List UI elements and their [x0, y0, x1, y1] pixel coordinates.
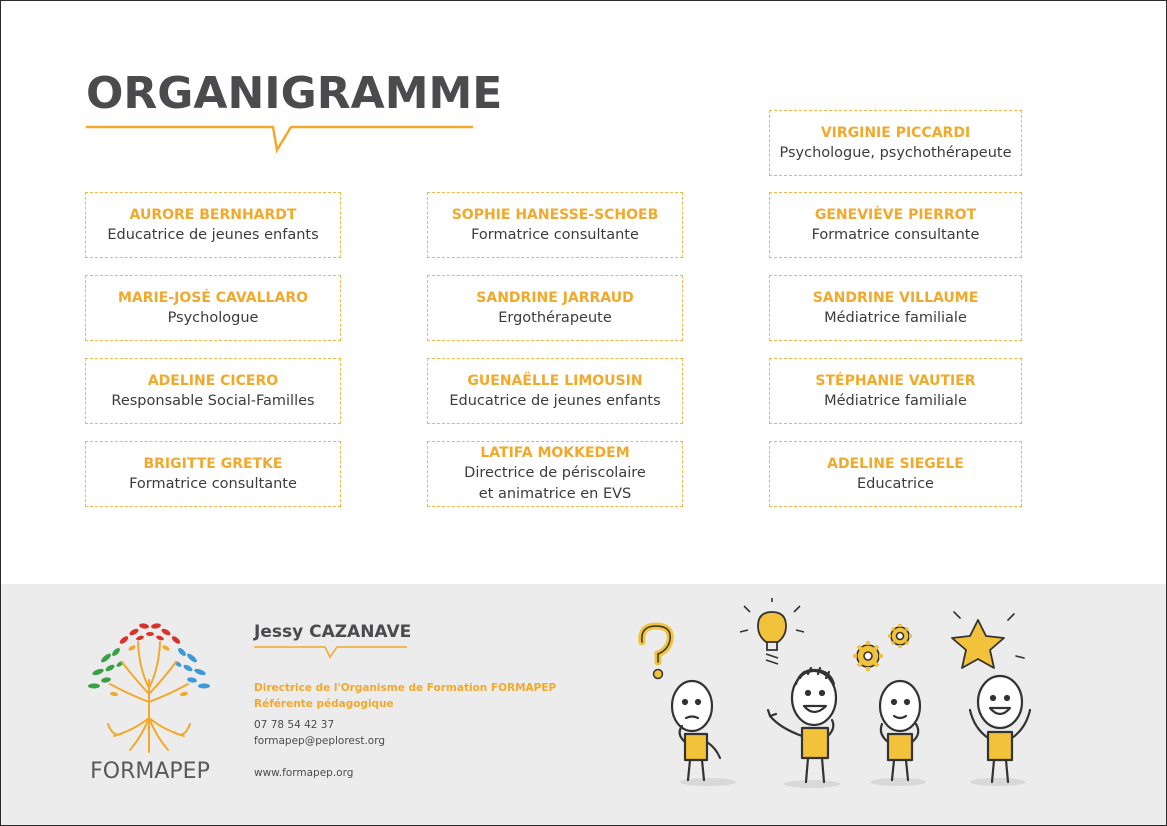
- staff-card: [769, 441, 1022, 507]
- gears-icon: [853, 624, 912, 671]
- contact-name: Jessy CAZANAVE: [254, 622, 412, 642]
- tree-logo-icon: [84, 618, 214, 758]
- staff-role: Responsable Social-Familles: [111, 392, 315, 409]
- question-mark-icon: [642, 626, 670, 679]
- staff-card: [85, 275, 341, 341]
- contact-website: www.formapep.org: [254, 767, 354, 779]
- staff-role: Ergothérapeute: [498, 309, 612, 326]
- staff-role: Formatrice consultante: [129, 475, 297, 492]
- stick-figures-illustration: [630, 598, 1050, 798]
- staff-role: Psychologue: [167, 309, 259, 326]
- staff-name: GUENAËLLE LIMOUSIN: [467, 372, 643, 389]
- staff-role: Educatrice de jeunes enfants: [107, 226, 319, 243]
- staff-role: Médiatrice familiale: [824, 392, 967, 409]
- staff-name: SANDRINE VILLAUME: [812, 289, 979, 306]
- staff-name: LATIFA MOKKEDEM: [480, 445, 630, 461]
- staff-card: [769, 358, 1022, 424]
- staff-name: SANDRINE JARRAUD: [476, 289, 634, 306]
- staff-role: Psychologue, psychothérapeute: [779, 144, 1012, 161]
- staff-card: [769, 110, 1022, 176]
- page-title: ORGANIGRAMME: [86, 68, 503, 119]
- lightbulb-icon: [740, 598, 804, 664]
- staff-name: ADELINE SIEGELE: [827, 455, 964, 472]
- staff-name: AURORE BERNHARDT: [129, 206, 297, 223]
- staff-card: [769, 192, 1022, 258]
- staff-name: SOPHIE HANESSE-SCHOEB: [451, 206, 659, 223]
- staff-name: BRIGITTE GRETKE: [143, 455, 283, 472]
- staff-card: [769, 275, 1022, 341]
- star-icon: [952, 612, 1024, 668]
- staff-card: [85, 441, 341, 507]
- contact-role: Directrice de l'Organisme de Formation FORMAPEP: [254, 682, 557, 694]
- staff-role: Médiatrice familiale: [824, 309, 967, 326]
- staff-role: Formatrice consultante: [471, 226, 639, 243]
- staff-card: [427, 441, 683, 507]
- staff-role: Educatrice: [857, 475, 934, 492]
- staff-name: VIRGINIE PICCARDI: [820, 124, 971, 141]
- title-speech-underline: [85, 124, 477, 154]
- staff-card: [85, 192, 341, 258]
- staff-card: [427, 358, 683, 424]
- contact-role-secondary: Référente pédagogique: [254, 698, 394, 710]
- staff-name: STÉPHANIE VAUTIER: [815, 372, 976, 389]
- staff-card: [85, 358, 341, 424]
- staff-name: ADELINE CICERO: [147, 372, 279, 389]
- staff-role: Educatrice de jeunes enfants: [449, 392, 661, 409]
- staff-card: [427, 275, 683, 341]
- staff-card: [427, 192, 683, 258]
- brand-name: FORMAPEP: [90, 759, 210, 784]
- contact-email: formapep@peplorest.org: [254, 735, 386, 747]
- staff-role: Directrice de périscolaire et animatrice en EVS: [464, 465, 646, 502]
- staff-role: Formatrice consultante: [811, 226, 980, 243]
- staff-name: GENEVIÈVE PIERROT: [814, 206, 977, 223]
- staff-name: MARIE-JOSÉ CAVALLARO: [118, 289, 308, 306]
- contact-speech-underline: [253, 645, 409, 659]
- contact-phone: 07 78 54 42 37: [254, 719, 335, 731]
